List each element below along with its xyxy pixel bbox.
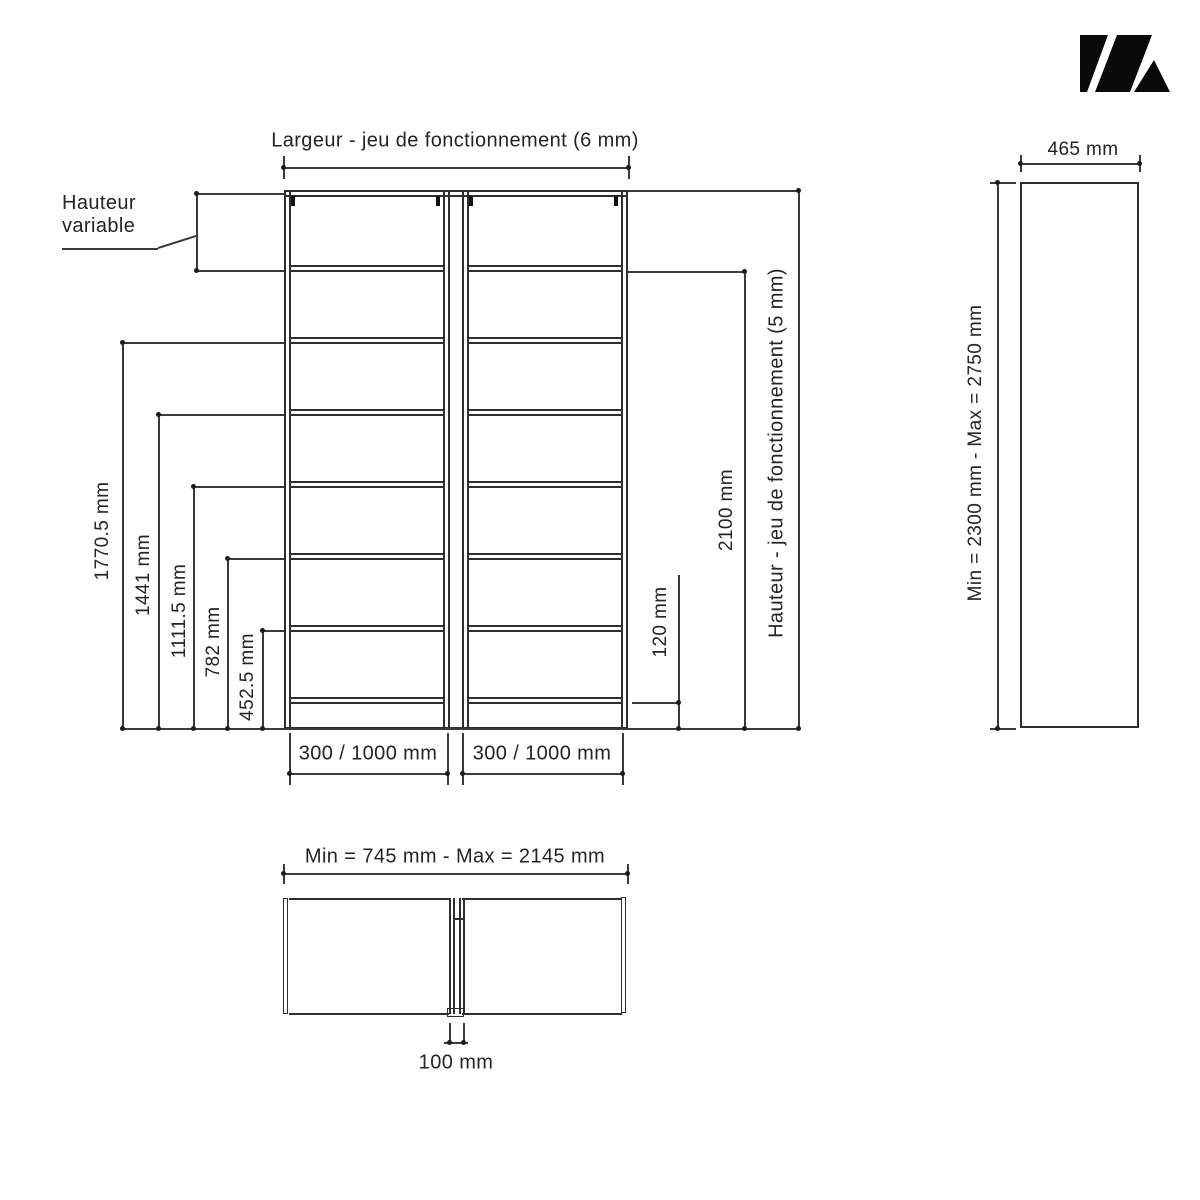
- shelf-line: [289, 337, 443, 339]
- dimension-line: [262, 630, 264, 728]
- dimension-dot: [620, 771, 625, 776]
- dimension-dot: [796, 188, 801, 193]
- shelf-line: [467, 265, 621, 267]
- dimension-dot: [120, 726, 125, 731]
- shelf-line: [289, 702, 443, 704]
- dimension-dot: [676, 726, 681, 731]
- shelf-line: [467, 409, 621, 411]
- dimension-dot: [281, 165, 286, 170]
- dimension-dot: [287, 771, 292, 776]
- dimension-dot: [260, 628, 265, 633]
- variable-height-label: [62, 192, 136, 238]
- cabinet-wall-line: [448, 190, 450, 728]
- dimension-line: [283, 873, 627, 875]
- dimension-dot: [194, 268, 199, 273]
- cabinet-wall-line: [462, 190, 464, 728]
- plan-side-panel: [283, 898, 288, 1014]
- plan-edge-line: [462, 1013, 622, 1015]
- shelf-line: [289, 486, 443, 488]
- dimension-line: [227, 558, 284, 560]
- dimension-dot: [1018, 161, 1023, 166]
- plan-connector: [447, 1008, 464, 1017]
- dimension-line: [262, 630, 284, 632]
- plan-side-panel: [621, 897, 626, 1013]
- plan-partition-tick: [453, 918, 464, 920]
- shelf-line: [289, 625, 443, 627]
- dimension-line: [798, 190, 800, 728]
- shelf-line: [467, 702, 621, 704]
- plan-partition-line: [463, 898, 465, 1014]
- shelf-line: [467, 630, 621, 632]
- dimension-dot: [995, 180, 1000, 185]
- height-clearance-label: Hauteur - jeu de fonctionnement (5 mm): [765, 268, 788, 638]
- dimension-label-1111: 1111.5 mm: [169, 563, 190, 659]
- side-height-range-label: Min = 2300 mm - Max = 2750 mm: [965, 304, 986, 602]
- shelf-line: [467, 270, 621, 272]
- dimension-line: [678, 575, 680, 728]
- dimension-dot: [225, 556, 230, 561]
- plan-edge-line: [289, 1013, 449, 1015]
- dimension-dot: [1137, 161, 1142, 166]
- dimension-dot: [626, 165, 631, 170]
- dimension-line: [283, 167, 628, 169]
- dimension-line: [997, 182, 999, 728]
- dimension-line: [62, 248, 158, 250]
- shelf-line: [467, 481, 621, 483]
- dimension-line: [628, 271, 744, 273]
- dimension-line: [193, 486, 195, 728]
- overlap-label: 100 mm: [418, 1051, 494, 1074]
- dimension-dot: [281, 871, 286, 876]
- dimension-line: [622, 733, 624, 785]
- dimension-dot: [156, 726, 161, 731]
- shelf-line: [289, 270, 443, 272]
- dimension-dot: [676, 700, 681, 705]
- dimension-line: [990, 182, 1016, 184]
- dimension-dot: [742, 269, 747, 274]
- dimension-dot: [995, 726, 1000, 731]
- hinge-mark-icon: [614, 196, 618, 206]
- column-width-right-label: 300 / 1000 mm: [472, 742, 612, 765]
- shelf-line: [467, 486, 621, 488]
- variable-height-line1: Hauteur: [62, 192, 136, 214]
- shelf-line: [467, 342, 621, 344]
- dimension-label-782: 782 mm: [203, 606, 224, 678]
- hinge-mark-icon: [469, 196, 473, 206]
- plan-partition-line: [449, 898, 451, 1014]
- shelf-line: [289, 342, 443, 344]
- hinge-mark-icon: [436, 196, 440, 206]
- shelf-line: [289, 409, 443, 411]
- dimension-line: [990, 728, 1016, 730]
- dimension-line: [122, 342, 124, 728]
- dimension-line: [227, 558, 229, 728]
- plan-edge-line: [289, 898, 449, 900]
- brand-logo-icon: [1078, 28, 1170, 93]
- plan-partition-line: [453, 898, 455, 1014]
- dimension-line: [628, 190, 798, 192]
- dimension-dot: [191, 484, 196, 489]
- dimension-dot: [120, 340, 125, 345]
- dimension-dot: [260, 726, 265, 731]
- dimension-line: [744, 271, 746, 728]
- shelf-line: [289, 553, 443, 555]
- dimension-label-120: 120 mm: [650, 586, 671, 658]
- dimension-dot: [445, 771, 450, 776]
- dimension-line: [196, 193, 198, 270]
- plan-partition-line: [459, 898, 461, 1014]
- dimension-line: [193, 486, 284, 488]
- shelf-line: [289, 414, 443, 416]
- shelf-line: [467, 558, 621, 560]
- dimension-line: [196, 270, 284, 272]
- dimension-line: [462, 773, 622, 775]
- shelf-line: [289, 697, 443, 699]
- column-width-left-label: 300 / 1000 mm: [298, 742, 438, 765]
- dimension-label-452: 452.5 mm: [237, 633, 258, 721]
- width-clearance-label: Largeur - jeu de fonctionnement (6 mm): [271, 129, 639, 152]
- shelf-line: [467, 625, 621, 627]
- dimension-dot: [742, 726, 747, 731]
- dimension-line: [462, 733, 464, 785]
- leader-line: [158, 235, 197, 248]
- dimension-line: [158, 414, 284, 416]
- dimension-line: [632, 702, 678, 704]
- shelf-line: [289, 265, 443, 267]
- dimension-label-2100: 2100 mm: [716, 468, 737, 552]
- variable-height-line2: variable: [62, 215, 136, 237]
- dimension-line: [1020, 163, 1139, 165]
- dimension-label-1770: 1770.5 mm: [92, 481, 113, 581]
- side-depth-label: 465 mm: [1047, 139, 1119, 160]
- top-width-range-label: Min = 745 mm - Max = 2145 mm: [304, 845, 606, 868]
- dimension-dot: [796, 726, 801, 731]
- dimension-line: [122, 342, 284, 344]
- shelf-line: [289, 481, 443, 483]
- dimension-dot: [225, 726, 230, 731]
- cabinet-wall-line: [443, 190, 445, 728]
- shelf-line: [289, 630, 443, 632]
- dimension-dot: [460, 771, 465, 776]
- shelf-line: [467, 337, 621, 339]
- dimension-dot: [625, 871, 630, 876]
- cabinet-top-line: [284, 195, 628, 197]
- side-view-panel: [1020, 182, 1139, 728]
- shelf-line: [467, 553, 621, 555]
- dimension-dot: [191, 726, 196, 731]
- shelf-line: [289, 558, 443, 560]
- shelf-line: [467, 697, 621, 699]
- dimension-line: [122, 728, 798, 730]
- cabinet-wall-line: [284, 190, 286, 728]
- cabinet-wall-line: [621, 190, 623, 728]
- dimension-dot: [156, 412, 161, 417]
- hinge-mark-icon: [291, 196, 295, 206]
- plan-edge-line: [462, 898, 622, 900]
- dimension-line: [447, 733, 449, 785]
- cabinet-top-line: [284, 190, 628, 192]
- dimension-dot: [194, 191, 199, 196]
- dimension-label-1441: 1441 mm: [133, 533, 154, 617]
- dimension-dot: [461, 1040, 466, 1045]
- dimension-line: [289, 733, 291, 785]
- dimension-line: [158, 414, 160, 728]
- shelf-line: [467, 414, 621, 416]
- dimension-line: [196, 193, 284, 195]
- dimension-line: [289, 773, 447, 775]
- dimension-dot: [447, 1040, 452, 1045]
